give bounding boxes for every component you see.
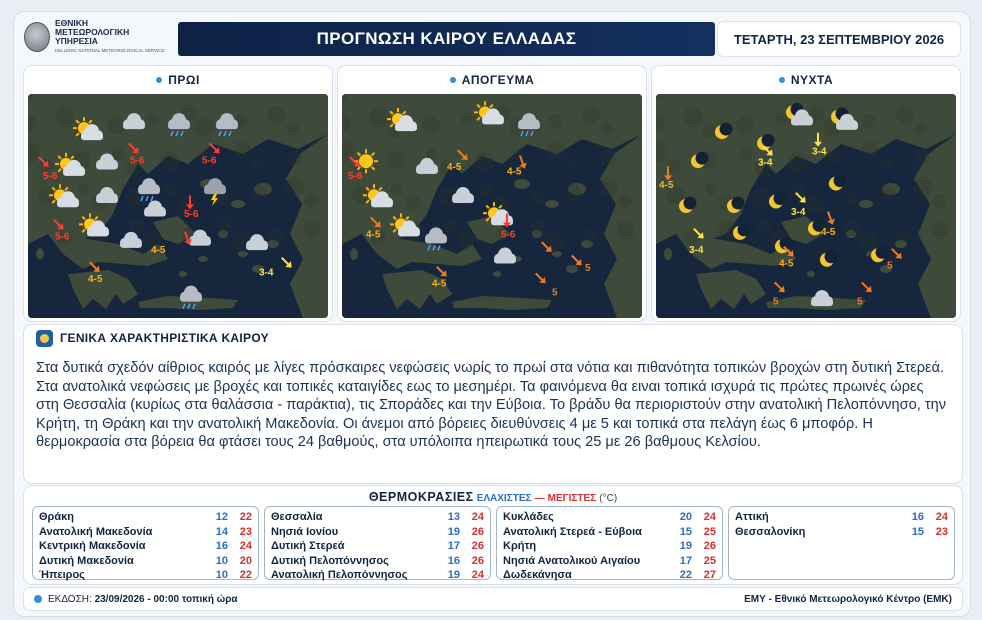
min-temp: 12 <box>215 511 228 524</box>
region-name: Ήπειρος <box>39 569 85 582</box>
panel-afternoon <box>338 66 646 321</box>
bullet-icon <box>156 77 162 83</box>
wind-force-label: 4-5 <box>821 227 836 239</box>
region-name: Δυτική Στερεά <box>271 540 345 553</box>
max-temp: 22 <box>239 569 252 582</box>
general-text: Στα δυτικά σχεδόν αίθριος καιρός με λίγες πρόσκαιρες νεφώσεις νωρίς το πρωί στα νότια και πιθανότητα τοπικών βροχών στη δυτική Στερεά. Στα ανατολικά νεφώσεις με βροχές και τοπικές καταιγίδες εως το μεσημέρι. Τα φαινόμενα θα ειναι τοπικά ισχυρά τις πρώτες πρωινές ώρες στη Θεσσαλία (κυρίως στα θαλάσσια - παράκτια), τις Σποράδες και την Εύβοια. Το βράδυ θα περιοριστούν στην ανατολική Πελοπόννησο, την Κρήτη, τη Θράκη και την ανατολική Μακεδονία. Οι άνεμοι από βόρειες διευθύνσεις 4 με 5 και τοπικά στα πελάγη έως 6 μποφόρ. Η θερμοκρασία στα βόρεια θα φτάσει τους 24 βαθμούς, στα υπόλοιπα ηπειρωτικά τους 25 με 26 βαθμους Κελσίου. <box>36 360 946 451</box>
region-name: Κρήτη <box>503 540 537 553</box>
min-temp: 10 <box>215 569 228 582</box>
min-temp: 19 <box>447 525 460 538</box>
wind-force-label: 5-6 <box>130 155 145 167</box>
unit-label: (°C) <box>599 493 618 504</box>
temps-column-4 <box>728 506 955 580</box>
wind-force-label: 4-5 <box>88 274 103 286</box>
wind-force-label: 5-6 <box>348 171 363 183</box>
max-temp: 24 <box>239 540 252 553</box>
min-temp: 17 <box>679 554 692 567</box>
wind-force-label: 5-6 <box>202 155 217 167</box>
region-name: Ανατολική Πελοπόννησος <box>271 569 408 582</box>
min-temp: 16 <box>447 554 460 567</box>
map-night <box>656 94 956 318</box>
temp-row <box>39 539 254 554</box>
max-temp: 23 <box>935 525 948 538</box>
bullet-icon <box>450 77 456 83</box>
issue-value: 23/09/2026 - 00:00 τοπική ώρα <box>94 593 238 605</box>
temp-row <box>503 568 718 583</box>
wind-force-label: 4-5 <box>507 166 522 178</box>
organization: ΕΜΥ - Εθνικό Μετεωρολογικό Κέντρο (ΕΜΚ) <box>744 593 952 605</box>
wind-force-label: 5-6 <box>501 229 516 241</box>
min-temp: 20 <box>679 511 692 524</box>
min-temp: 10 <box>215 554 228 567</box>
region-name: Ανατολική Στερεά - Εύβοια <box>503 525 642 538</box>
map-afternoon <box>342 94 642 318</box>
region-name: Κυκλάδες <box>503 511 554 524</box>
max-temp: 25 <box>703 554 716 567</box>
temp-row <box>271 568 486 583</box>
sun-icon <box>354 149 378 173</box>
min-temp: 16 <box>215 540 228 553</box>
region-name: Δυτική Μακεδονία <box>39 554 134 567</box>
temp-row <box>271 510 486 525</box>
temperatures-section <box>24 486 962 584</box>
weather-icon <box>36 330 53 347</box>
temps-column-3 <box>496 506 723 580</box>
region-name: Δωδεκάνησα <box>503 569 572 582</box>
region-name: Δυτική Πελοπόννησος <box>271 554 389 567</box>
temp-row <box>39 568 254 583</box>
wind-force-label: 3-4 <box>758 157 773 169</box>
max-temp: 26 <box>471 540 484 553</box>
wind-force-label: 5-6 <box>55 231 70 243</box>
wind-force-label: 3-4 <box>259 267 274 279</box>
footer <box>24 588 962 610</box>
min-temp: 22 <box>679 569 692 582</box>
min-temp: 13 <box>447 511 460 524</box>
page-title: ΠΡΟΓΝΩΣΗ ΚΑΙΡΟΥ ΕΛΛΑΔΑΣ <box>178 22 715 56</box>
temp-row <box>503 539 718 554</box>
wind-force-label: 3-4 <box>791 206 806 218</box>
max-temp: 24 <box>703 511 716 524</box>
wind-force-label: 5-6 <box>43 171 58 183</box>
max-temp: 26 <box>471 525 484 538</box>
min-temp: 15 <box>911 525 924 538</box>
logo-small: HELLENIC NATIONAL METEOROLOGICAL SERVICE <box>55 48 165 53</box>
temp-row <box>735 510 950 525</box>
temp-row <box>503 510 718 525</box>
region-name: Νησιά Ιονίου <box>271 525 339 538</box>
wind-force-label: 5 <box>887 260 893 272</box>
min-temp: 17 <box>447 540 460 553</box>
wind-force-label: 5 <box>552 287 558 299</box>
logo-line1: ΕΘΝΙΚΗ <box>55 18 89 28</box>
region-name: Ανατολική Μακεδονία <box>39 525 153 538</box>
max-temp: 22 <box>239 511 252 524</box>
wind-force-label: 4-5 <box>447 162 462 174</box>
issue-label: ΕΚΔΟΣΗ: <box>48 593 92 605</box>
dash: — <box>534 493 545 504</box>
wind-force-label: 4-5 <box>151 245 166 257</box>
general-title: ΓΕΝΙΚΑ ΧΑΡΑΚΤΗΡΙΣΤΙΚΑ ΚΑΙΡΟΥ <box>60 331 269 345</box>
wind-force-label: 5-6 <box>184 209 199 221</box>
temp-row <box>503 525 718 540</box>
temp-row <box>39 554 254 569</box>
min-label: ΕΛΑΧΙΣΤΕΣ <box>476 493 532 504</box>
min-temp: 19 <box>679 540 692 553</box>
general-section <box>24 325 962 483</box>
temp-row <box>39 510 254 525</box>
temps-title: ΘΕΡΜΟΚΡΑΣΙΕΣ <box>368 490 474 504</box>
panel-title-night: ΝΥΧΤΑ <box>790 73 834 87</box>
wind-force-label: 4-5 <box>779 258 794 270</box>
wind-force-label: 5 <box>585 262 591 274</box>
wind-force-label: 3-4 <box>689 245 704 257</box>
seal-icon <box>24 22 50 52</box>
max-temp: 24 <box>935 511 948 524</box>
region-name: Θεσσαλία <box>271 511 323 524</box>
temp-row <box>271 554 486 569</box>
wind-force-label: 3-4 <box>812 146 827 158</box>
max-temp: 26 <box>703 540 716 553</box>
panel-morning <box>24 66 332 321</box>
wind-force-label: 4-5 <box>432 278 447 290</box>
max-temp: 23 <box>239 525 252 538</box>
min-temp: 14 <box>215 525 228 538</box>
min-temp: 16 <box>911 511 924 524</box>
temp-row <box>503 554 718 569</box>
min-temp: 19 <box>447 569 460 582</box>
wind-force-label: 4-5 <box>366 229 381 241</box>
wind-force-label: 4-5 <box>659 180 674 192</box>
hnms-logo <box>24 20 174 54</box>
panel-night <box>652 66 960 321</box>
temp-row <box>271 539 486 554</box>
region-name: Θράκη <box>39 511 74 524</box>
forecast-date: ΤΕΤΑΡΤΗ, 23 ΣΕΠΤΕΜΒΡΙΟΥ 2026 <box>718 22 960 56</box>
wind-force-label: 5 <box>857 296 863 308</box>
temps-column-2 <box>264 506 491 580</box>
max-temp: 24 <box>471 569 484 582</box>
region-name: Θεσσαλονίκη <box>735 525 806 538</box>
temp-row <box>735 525 950 540</box>
max-temp: 26 <box>471 554 484 567</box>
max-temp: 20 <box>239 554 252 567</box>
logo-line3: ΥΠΗΡΕΣΙΑ <box>55 36 98 46</box>
logo-line2: ΜΕΤΕΩΡΟΛΟΓΙΚΗ <box>55 27 130 37</box>
panel-title-morning: ΠΡΩΙ <box>168 73 200 87</box>
bullet-icon <box>779 77 785 83</box>
wind-force-label: 5 <box>773 296 779 308</box>
max-temp: 27 <box>703 569 716 582</box>
max-temp: 25 <box>703 525 716 538</box>
clock-icon <box>34 595 42 603</box>
temp-row <box>39 525 254 540</box>
temps-column-1 <box>32 506 259 580</box>
panel-title-afternoon: ΑΠΟΓΕΥΜΑ <box>461 73 535 87</box>
region-name: Αττική <box>735 511 769 524</box>
min-temp: 15 <box>679 525 692 538</box>
max-label: ΜΕΓΙΣΤΕΣ <box>547 493 597 504</box>
region-name: Κεντρική Μακεδονία <box>39 540 146 553</box>
temp-row <box>271 525 486 540</box>
map-morning <box>28 94 328 318</box>
temps-header <box>24 486 962 508</box>
max-temp: 24 <box>471 511 484 524</box>
region-name: Νησιά Ανατολικού Αιγαίου <box>503 554 641 567</box>
